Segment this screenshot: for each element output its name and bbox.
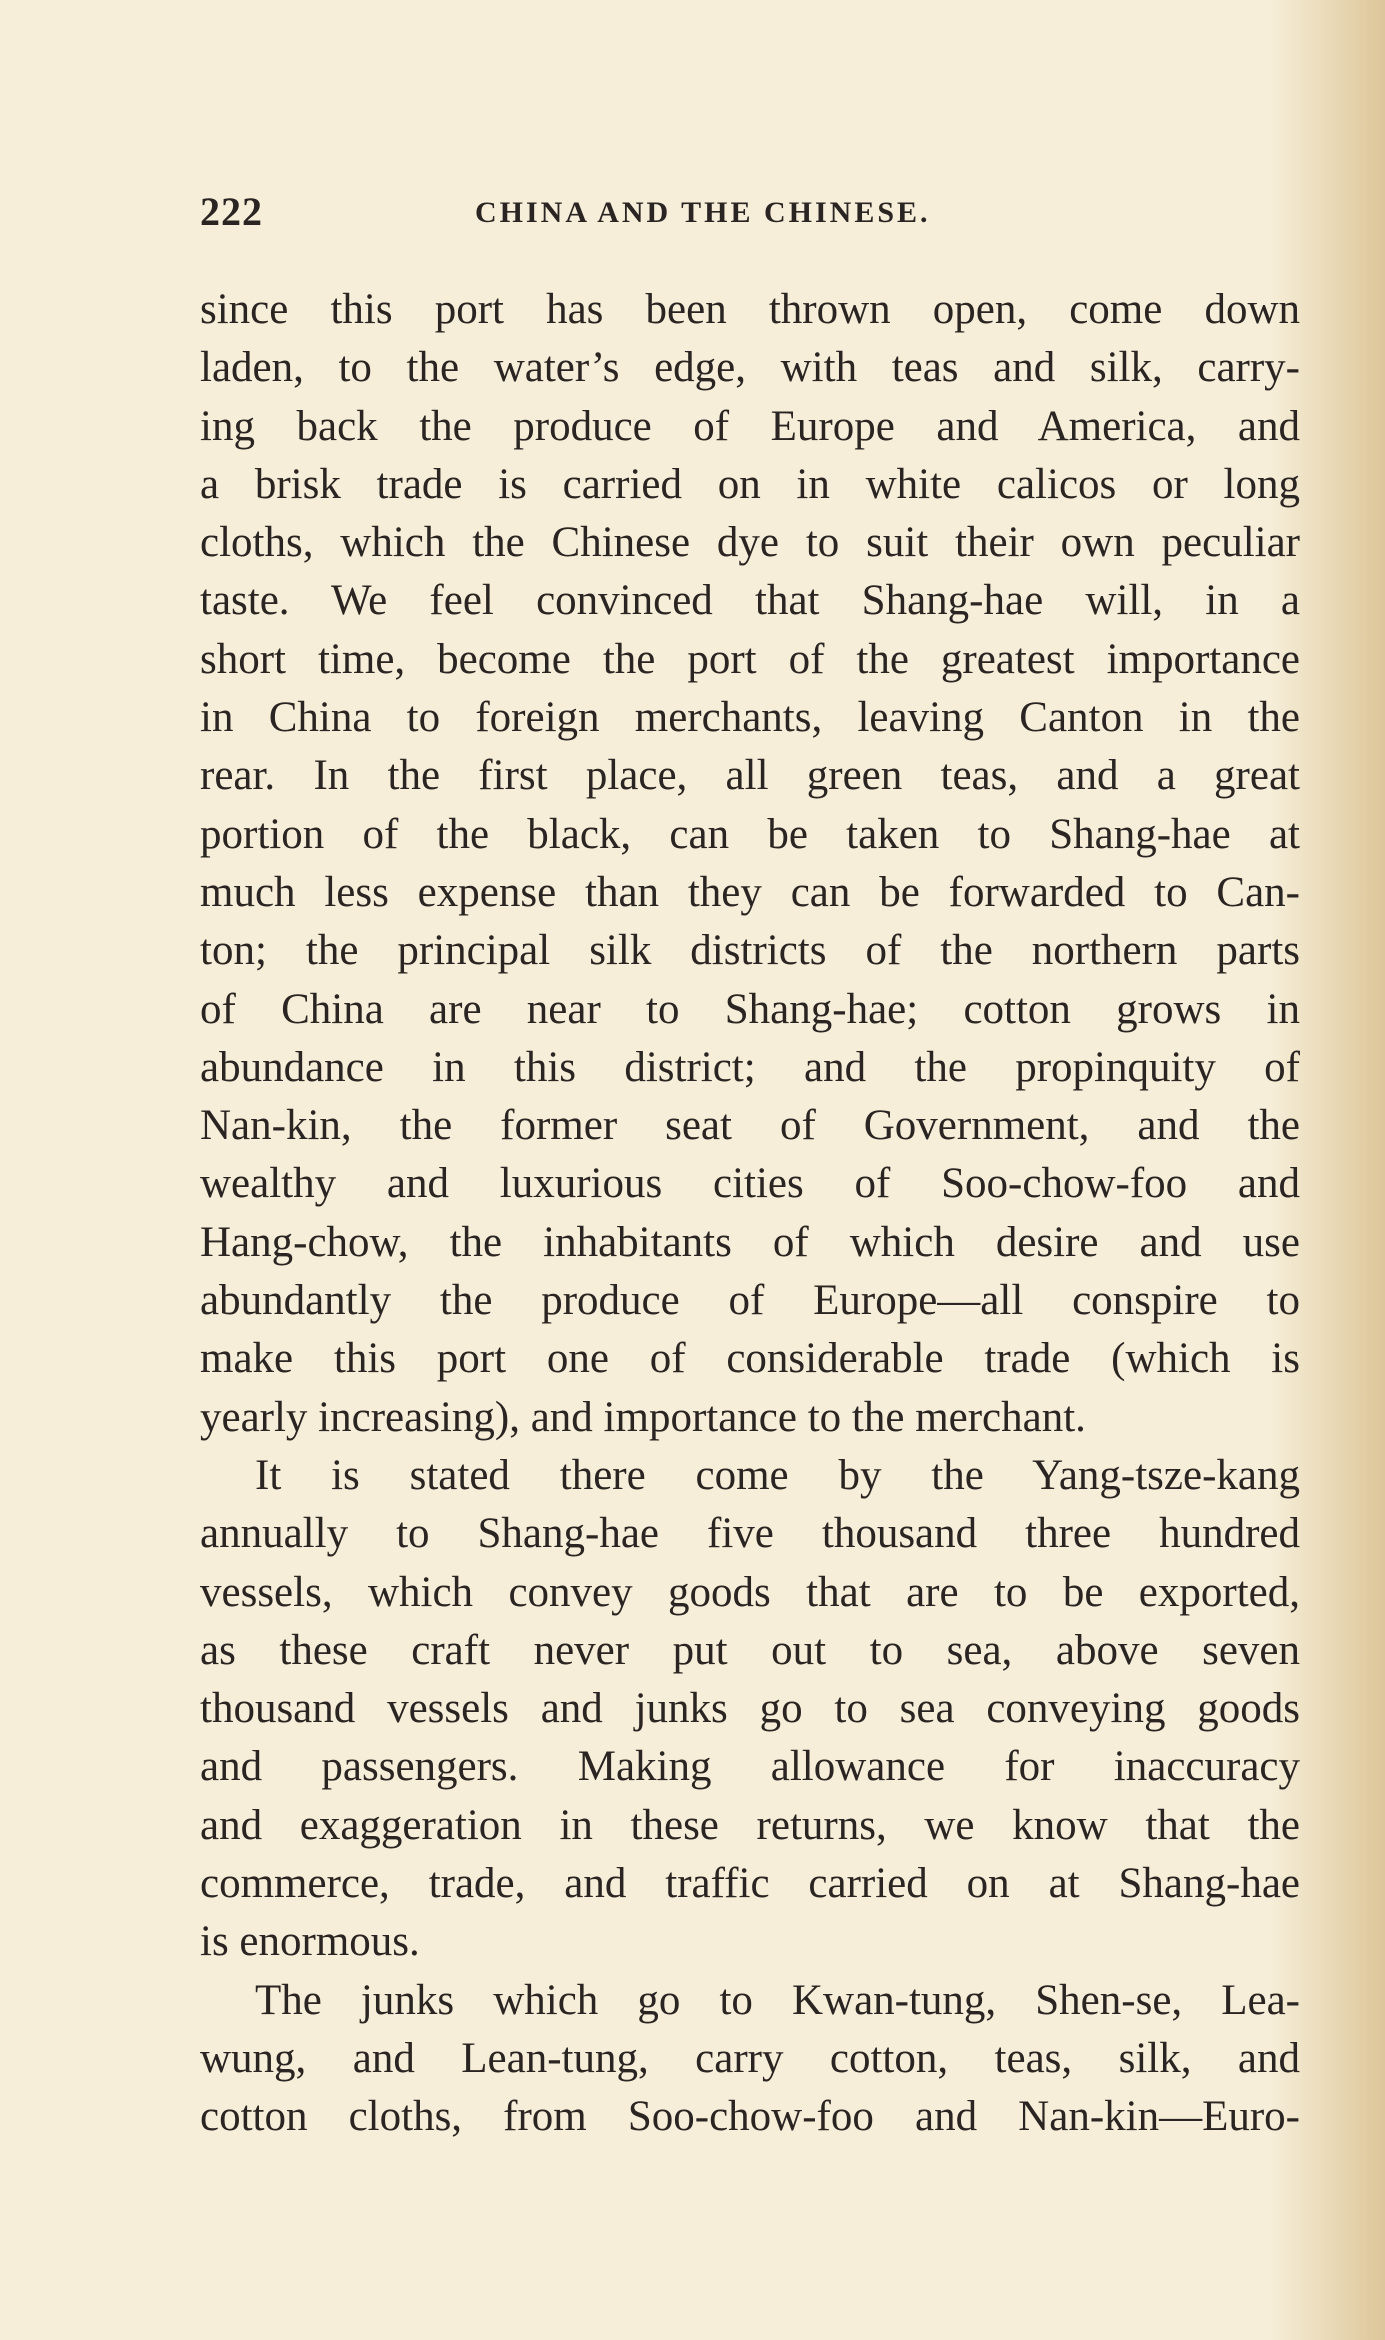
text-line: Nan-kin, the former seat of Government, and the — [200, 1102, 1300, 1150]
text-line: annually to Shang-hae five thousand three hundred — [200, 1510, 1300, 1558]
text-line: and exaggeration in these returns, we know that the — [200, 1801, 1300, 1849]
text-line: commerce, trade, and traffic carried on at Shang-hae — [200, 1860, 1300, 1908]
text-line: laden, to the water’s edge, with teas and silk, carry- — [200, 344, 1300, 392]
text-line: make this port one of considerable trade (which is — [200, 1335, 1300, 1383]
page-header — [200, 188, 1060, 248]
text-line: abundance in this district; and the propinquity of — [200, 1043, 1300, 1091]
text-line: since this port has been thrown open, come down — [200, 286, 1300, 333]
text-line: and passengers. Making allowance for inaccuracy — [200, 1743, 1300, 1791]
running-head: CHINA AND THE CHINESE. — [475, 196, 931, 229]
text-line: abundantly the produce of Europe—all conspire to — [200, 1277, 1300, 1325]
text-line: portion of the black, can be taken to Shang-hae at — [200, 810, 1300, 858]
text-line: as these craft never put out to sea, above seven — [200, 1626, 1300, 1674]
text-line: ing back the produce of Europe and America, and — [200, 402, 1300, 450]
text-line: cotton cloths, from Soo-chow-foo and Nan-kin—Euro- — [200, 2093, 1300, 2141]
text-line: vessels, which convey goods that are to be exported, — [200, 1568, 1300, 1616]
text-line: in China to foreign merchants, leaving Canton in the — [200, 694, 1300, 742]
text-line: short time, become the port of the greatest importance — [200, 635, 1300, 683]
text-line: Hang-chow, the inhabitants of which desire and use — [200, 1218, 1300, 1266]
text-line: taste. We feel convinced that Shang-hae will, in a — [200, 577, 1300, 625]
page-number: 222 — [200, 189, 263, 234]
text-line: thousand vessels and junks go to sea conveying goods — [200, 1685, 1300, 1733]
paragraph-start-line: The junks which go to Kwan-tung, Shen-se, Lea- — [255, 1976, 1300, 2024]
text-line: ton; the principal silk districts of the northern parts — [200, 927, 1300, 975]
body-text — [200, 281, 1300, 2147]
text-line: rear. In the first place, all green teas, and a great — [200, 752, 1300, 800]
paragraph-start-line: It is stated there come by the Yang-tsze-kang — [255, 1451, 1300, 1499]
text-line: yearly increasing), and importance to the merchant. — [200, 1393, 1086, 1441]
text-line: wung, and Lean-tung, carry cotton, teas, silk, and — [200, 2034, 1300, 2082]
text-line: is enormous. — [200, 1918, 420, 1966]
text-line: of China are near to Shang-hae; cotton grows in — [200, 985, 1300, 1033]
text-line: cloths, which the Chinese dye to suit their own peculiar — [200, 519, 1300, 567]
text-line: wealthy and luxurious cities of Soo-chow-foo and — [200, 1160, 1300, 1208]
text-line: a brisk trade is carried on in white calicos or long — [200, 460, 1300, 508]
text-line: much less expense than they can be forwarded to Can- — [200, 868, 1300, 916]
